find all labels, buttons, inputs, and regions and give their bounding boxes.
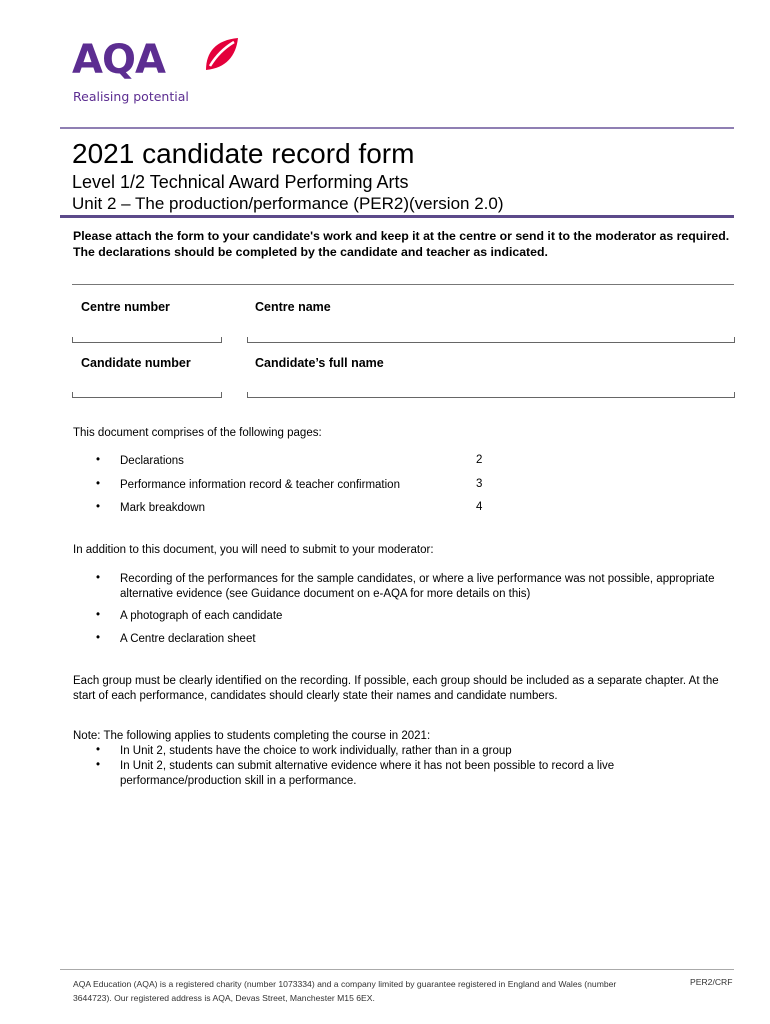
bullet-icon: • [96, 501, 101, 513]
bullet-icon: • [96, 478, 101, 490]
form-top-divider [72, 284, 734, 285]
logo-wordmark: AQA [72, 37, 165, 83]
note-item: In Unit 2, students can submit alternative evidence where it has not been possible to record a live performance/production skill in a performance. [120, 760, 615, 787]
submit-item: A photograph of each candidate [120, 610, 283, 622]
centre-name-field[interactable] [247, 337, 735, 343]
bullet-icon: • [96, 632, 101, 644]
page-label: Declarations [120, 455, 184, 467]
centre-name-label: Centre name [255, 300, 331, 314]
bullet-icon: • [96, 759, 101, 771]
candidate-name-field[interactable] [247, 392, 735, 398]
aqa-logo [72, 34, 242, 106]
footer-text: AQA Education (AQA) is a registered charity (number 1073334) and a company limited by guarantee registered in England and Wales (number 3644723). Our registered address is AQA, Devas Street, Manchester M15 6EX. [73, 979, 617, 1003]
bullet-icon: • [96, 572, 101, 584]
page-title: 2021 candidate record form [72, 138, 415, 169]
pages-heading: This document comprises of the following pages: [73, 427, 322, 439]
qualification-title: Level 1/2 Technical Award Performing Arts [72, 172, 409, 192]
page-number: 3 [476, 478, 483, 490]
header-divider [60, 127, 734, 129]
unit-title: Unit 2 – The production/performance (PER2)(version 2.0) [72, 194, 504, 213]
intro-instructions: Please attach the form to your candidate's work and keep it at the centre or send it to the moderator as required. The declarations should be completed by the candidate and teacher as indicated. [73, 229, 730, 259]
document-code: PER2/CRF [690, 977, 733, 987]
note-item: In Unit 2, students have the choice to work individually, rather than in a group [120, 745, 512, 757]
bullet-icon: • [96, 454, 101, 466]
submit-heading: In addition to this document, you will need to submit to your moderator: [73, 544, 434, 556]
title-divider [60, 215, 734, 218]
note-list [96, 744, 736, 794]
submit-item: Recording of the performances for the sample candidates, or where a live performance was not possible, appropriate alternative evidence (see Guidance document on e-AQA for more details on this) [120, 573, 715, 600]
page-label: Mark breakdown [120, 502, 206, 514]
footer-divider [60, 969, 734, 970]
submit-list [96, 572, 736, 652]
bullet-icon: • [96, 609, 101, 621]
centre-number-field[interactable] [72, 337, 222, 343]
page-label: Performance information record & teacher confirmation [120, 479, 400, 491]
candidate-number-label: Candidate number [81, 356, 191, 370]
note-heading: Note: The following applies to students completing the course in 2021: [73, 730, 431, 742]
logo-tagline: Realising potential [73, 89, 189, 104]
candidate-name-label: Candidate’s full name [255, 356, 384, 370]
page-number: 2 [476, 454, 483, 466]
page-number: 4 [476, 501, 483, 513]
pages-list [96, 454, 516, 514]
candidate-number-field[interactable] [72, 392, 222, 398]
group-paragraph: Each group must be clearly identified on the recording. If possible, each group should be included as a separate chapter. At the start of each performance, candidates should clearly state their names and candidate numbers. [73, 675, 719, 702]
submit-item: A Centre declaration sheet [120, 633, 256, 645]
centre-number-label: Centre number [81, 300, 170, 314]
leaf-mark-icon [202, 34, 242, 74]
bullet-icon: • [96, 744, 101, 756]
